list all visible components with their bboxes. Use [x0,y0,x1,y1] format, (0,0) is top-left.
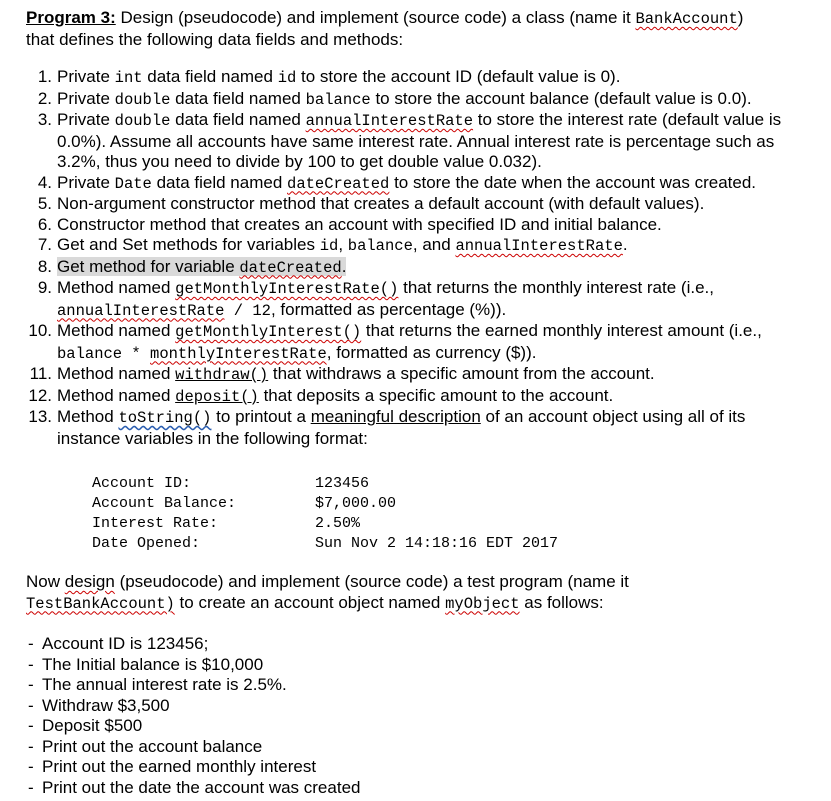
sample-value: Sun Nov 2 14:18:16 EDT 2017 [315,535,559,552]
sample-label: Date Opened: [92,535,201,552]
item-text: Method named [57,364,176,383]
item-number: 1. [37,67,52,86]
code-expr: monthlyInterestRate [150,344,327,363]
list-item [26,194,806,215]
list-item [26,364,806,386]
item-text: Private [57,88,115,108]
dash-marker: - [28,634,34,653]
step-text: The Initial balance is $10,000 [42,654,264,674]
item-text: . [622,235,628,254]
list-item [26,67,806,89]
dash-marker: - [28,757,34,776]
list-item [26,215,806,236]
list-item [26,757,726,778]
step-text: Print out the earned monthly interest [42,757,317,776]
item-text: data field named [151,172,288,192]
header-text: Design (pseudocode) and implement (source code) a class (name it [115,8,636,27]
item-text: Get and Set methods for variables [57,235,320,254]
item-text: that withdraws a specific amount from the account. [268,364,655,383]
header-line2: that defines the following data fields and methods: [26,29,404,49]
item-text: that deposits a specific amount to the account. [258,385,614,405]
item-text: that returns the monthly interest rate (i.e., [398,278,714,297]
list-item [26,386,806,408]
item-number: 12. [28,385,52,405]
item-text: Private [57,172,115,192]
program-label: Program 3: [26,8,116,27]
item-text: Get method for variable [57,256,240,276]
list-item [26,257,806,279]
item-number: 6. [37,214,52,234]
item-text: Private [57,67,115,86]
item-text: data field named [142,67,278,86]
sample-row [92,534,558,554]
item-text: Constructor method that creates an account with specified ID and initial balance. [57,214,662,234]
code-method: getMonthlyInterest() [175,323,362,341]
list-item [26,737,726,758]
list-item [26,235,806,257]
code-name: id [277,69,297,87]
code-type: int [114,69,143,87]
list-item [26,716,726,737]
code-type: double [114,112,171,130]
list-item [26,778,726,799]
para-text: (pseudocode) and implement (source code) a test program (name it [114,572,629,591]
item-text: , formatted as percentage (%)). [270,299,507,319]
test-class-name: TestBankAccount) [26,594,175,613]
code-type: Date [114,174,152,193]
item-number: 13. [28,407,52,426]
code-name: balance [305,90,371,109]
step-text: Withdraw $3,500 [42,695,170,715]
item-text: Non-argument constructor method that creates a default account (with default values). [57,194,705,213]
dash-marker: - [28,777,34,797]
para-text: to create an account object named [174,592,446,612]
step-text: Print out the date the account was created [42,777,361,797]
sample-label: Account Balance: [92,495,237,512]
code-expr: / 12 [224,301,271,320]
item-text: , and [412,235,456,254]
item-text: to store the interest rate (default value is 0.0%). Assume all accounts have same interest rate. Annual interest rate is percentage such as 3.2%, thus you need to divide by 100 to get double value 0.032). [57,110,782,171]
sample-label: Interest Rate: [92,515,219,532]
dash-marker: - [28,736,34,756]
code-name: id [319,237,339,255]
step-text: Print out the account balance [42,736,263,756]
sample-output [92,474,558,554]
code-type: double [114,90,171,109]
item-text: that returns the earned monthly interest amount (i.e., [361,321,762,340]
list-item [26,675,726,696]
item-text: , formatted as currency ($)). [326,342,537,362]
sample-row [92,514,558,534]
item-text: to printout a [211,407,311,426]
item-text: to store the account ID (default value is 0). [296,67,621,86]
item-text: Private [57,110,115,129]
code-expr: annualInterestRate [57,301,225,320]
code-method: toString() [118,409,212,427]
highlighted-text [57,257,346,276]
item-text: Method [57,407,119,426]
item-number: 11. [29,364,52,383]
object-name: myObject [445,594,520,613]
item-text: data field named [170,110,306,129]
dash-marker: - [28,695,34,715]
code-method: getMonthlyInterestRate() [175,280,399,298]
item-number: 10. [28,321,52,340]
list-item [26,89,806,111]
sample-value: $7,000.00 [315,495,397,512]
item-text: Method named [57,321,176,340]
item-text: , [338,235,348,254]
list-item [26,634,726,655]
emphasis-text: meaningful description [310,407,481,426]
code-expr: balance * [57,344,151,363]
list-item [26,278,806,321]
item-text: Method named [57,385,176,405]
code-name: dateCreated [287,174,390,193]
item-text: of an account object using all of its instance variables in the following format: [57,407,746,448]
requirements-list [26,67,806,449]
class-name: BankAccount [635,10,738,28]
sample-row [92,494,558,514]
item-text: to store the account balance (default value is 0.0). [370,88,752,108]
para-text: as follows: [519,592,604,612]
dash-marker: - [28,716,34,735]
sample-value: 2.50% [315,515,361,532]
item-number: 2. [37,88,52,108]
item-text: Method named [57,278,176,297]
steps-list [26,634,726,798]
code-name: annualInterestRate [305,112,474,130]
item-number: 7. [37,235,52,254]
item-number: 9. [37,278,52,297]
assignment-header [26,8,816,50]
dash-marker: - [28,675,34,694]
code-method: withdraw() [175,366,269,384]
sample-row [92,474,558,494]
item-number: 8. [37,256,52,276]
item-text: . [341,256,347,276]
list-item [26,173,806,195]
test-program-paragraph [26,572,816,614]
code-method: deposit() [175,387,259,406]
item-text: data field named [170,88,306,108]
dash-marker: - [28,654,34,674]
item-text: to store the date when the account was created. [389,172,757,192]
list-item [26,110,806,173]
step-text: Account ID is 123456; [42,634,209,653]
step-text: The annual interest rate is 2.5%. [42,675,287,694]
list-item [26,407,806,449]
item-number: 3. [37,110,52,129]
list-item [26,696,726,717]
list-item [26,655,726,676]
code-name: dateCreated [239,258,342,277]
header-close: ) [737,8,744,27]
sample-value: 123456 [315,475,370,492]
list-item [26,321,806,364]
para-text: design [64,572,115,591]
para-text: Now [26,572,65,591]
item-number: 5. [37,194,52,213]
sample-label: Account ID: [92,475,192,492]
code-name: annualInterestRate [455,237,623,255]
step-text: Deposit $500 [42,716,143,735]
code-name: balance [347,237,413,255]
item-number: 4. [37,172,52,192]
